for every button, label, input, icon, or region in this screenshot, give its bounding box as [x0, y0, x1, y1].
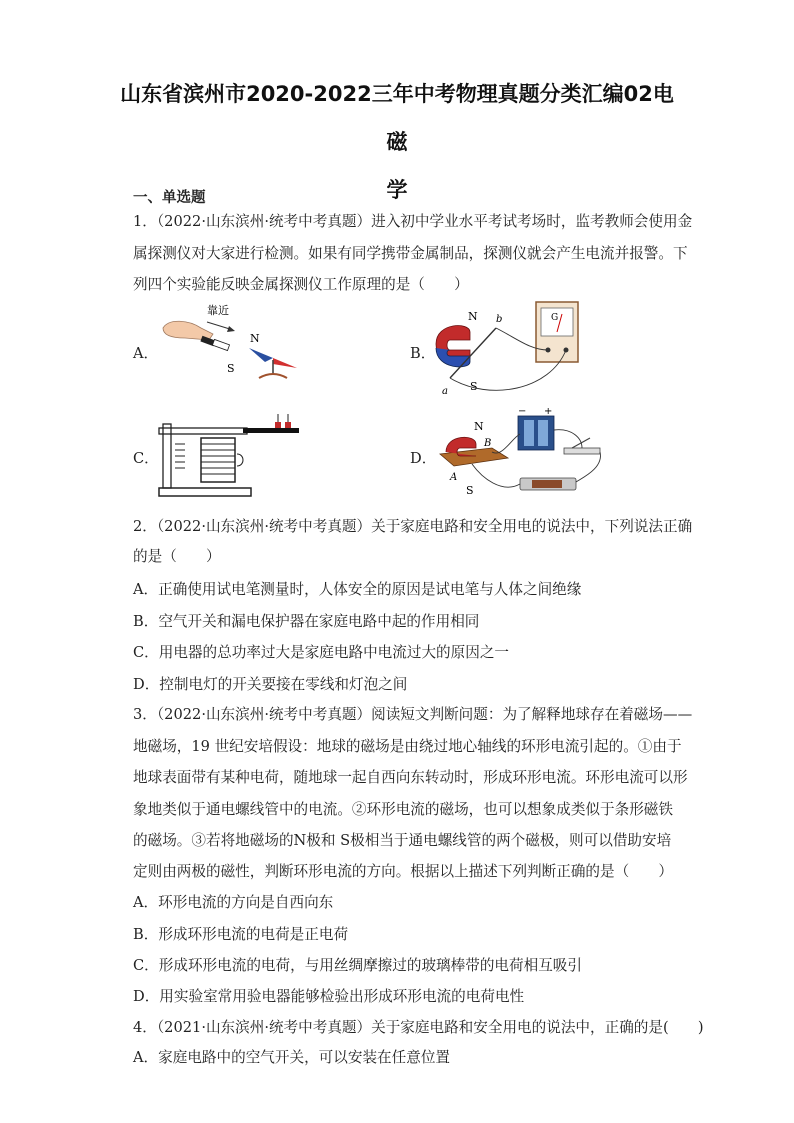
- figure-b-n-label: N: [468, 310, 478, 323]
- q1-option-d-label[interactable]: D．: [410, 450, 437, 467]
- battery-minus-label: −: [518, 408, 527, 417]
- figure-b-b-label: b: [496, 314, 503, 325]
- q2-option-a[interactable]: A．正确使用试电笔测量时，人体安全的原因是试电笔与人体之间绝缘: [133, 581, 582, 598]
- needle-blue-half: [249, 348, 273, 362]
- battery-plus-label: +: [544, 408, 553, 417]
- battery-icon: [518, 416, 554, 450]
- q1-option-a-label[interactable]: A．: [133, 345, 159, 362]
- q1-stem-line-2: 属探测仪对大家进行检测。如果有同学携带金属制品，探测仪就会产生电流并报警。下: [133, 245, 688, 262]
- relay-armature: [159, 428, 247, 434]
- galvanometer-letter: G: [551, 313, 559, 323]
- relay-base: [159, 488, 251, 496]
- q3-stem-line-6: 定则由两极的磁性，判断环形电流的方向。根据以上描述下列判断正确的是（ ）: [133, 863, 673, 880]
- q3-stem-line-3: 地球表面带有某种电荷，随地球一起自西向东转动时，形成环形电流。环形电流可以形: [133, 769, 688, 786]
- q2-option-d[interactable]: D．控制电灯的开关要接在零线和灯泡之间: [133, 676, 408, 693]
- figure-b-a-label: a: [442, 386, 448, 397]
- spring-icon: [175, 444, 185, 468]
- q1-stem-line-3: 列四个实验能反映金属探测仪工作原理的是（ ）: [133, 276, 469, 293]
- section-heading: 一、单选题: [133, 190, 206, 206]
- figure-d-circuit-battery-rheostat: [432, 408, 607, 504]
- figure-d-s-label: S: [466, 484, 474, 497]
- q3-option-c[interactable]: C．形成环形电流的电荷，与用丝绸摩擦过的玻璃棒带的电荷相互吸引: [133, 957, 582, 974]
- switch-icon: [564, 448, 600, 454]
- q2-option-c[interactable]: C．用电器的总功率过大是家庭电路中电流过大的原因之一: [133, 644, 510, 661]
- q4-stem-line-1: 4．（2021·山东滨州·统考中考真题）关于家庭电路和安全用电的说法中，正确的是( ): [133, 1019, 704, 1036]
- arrow-head-icon: [227, 326, 235, 332]
- compass-stand: [259, 374, 287, 378]
- figure-d-n-label: N: [474, 420, 484, 433]
- title-line-1: 山东省滨州市2020-2022三年中考物理真题分类汇编02电磁: [120, 82, 674, 154]
- figure-b-s-label: S: [470, 380, 478, 393]
- q3-stem-line-1: 3．（2022·山东滨州·统考中考真题）阅读短文判断问题：为了解释地球存在着磁场——: [133, 706, 693, 723]
- figure-a-compass-magnet: [155, 300, 305, 380]
- q1-option-b-label[interactable]: B．: [410, 345, 436, 362]
- figure-a-approach-label: 靠近: [207, 304, 229, 317]
- figure-d-a-label: A: [450, 472, 458, 483]
- q3-option-d[interactable]: D．用实验室常用验电器能够检验出形成环形电流的电荷电性: [133, 988, 525, 1005]
- q1-option-c-label[interactable]: C．: [133, 450, 159, 467]
- q2-option-b[interactable]: B．空气开关和漏电保护器在家庭电路中起的作用相同: [133, 613, 480, 630]
- figure-b-galvanometer-circuit: [430, 298, 590, 398]
- q3-option-b[interactable]: B．形成环形电流的电荷是正电荷: [133, 926, 349, 943]
- q2-stem-line-2: 的是（ ）: [133, 548, 221, 565]
- relay-coil: [201, 438, 235, 482]
- q3-stem-line-5: 的磁场。③若将地磁场的N极和 S极相当于通电螺线管的两个磁极，则可以借助安培: [133, 832, 672, 849]
- q4-option-a[interactable]: A．家庭电路中的空气开关，可以安装在任意位置: [133, 1049, 451, 1066]
- q3-stem-line-2: 地磁场，19 世纪安培假设：地球的磁场是由绕过地心轴线的环形电流引起的。①由于: [133, 738, 682, 755]
- figure-c-electromagnetic-relay: [155, 404, 310, 500]
- q1-stem-line-1: 1．（2022·山东滨州·统考中考真题）进入初中学业水平考试考场时，监考教师会使用金: [133, 213, 693, 230]
- q3-option-a[interactable]: A．环形电流的方向是自西向东: [133, 894, 334, 911]
- figure-a-n-label: N: [250, 332, 260, 345]
- relay-lever: [243, 428, 299, 433]
- q2-stem-line-1: 2．（2022·山东滨州·统考中考真题）关于家庭电路和安全用电的说法中，下列说法正确: [133, 518, 693, 535]
- figure-d-b-label: B: [484, 438, 492, 449]
- q3-stem-line-4: 象地类似于通电螺线管中的电流。②环形电流的磁场，也可以想象成类似于条形磁铁: [133, 801, 673, 818]
- magnet-south-end: [212, 339, 229, 350]
- title-line-2: 学: [386, 178, 408, 202]
- needle-red-half: [273, 358, 297, 368]
- figure-a-s-label: S: [227, 362, 235, 375]
